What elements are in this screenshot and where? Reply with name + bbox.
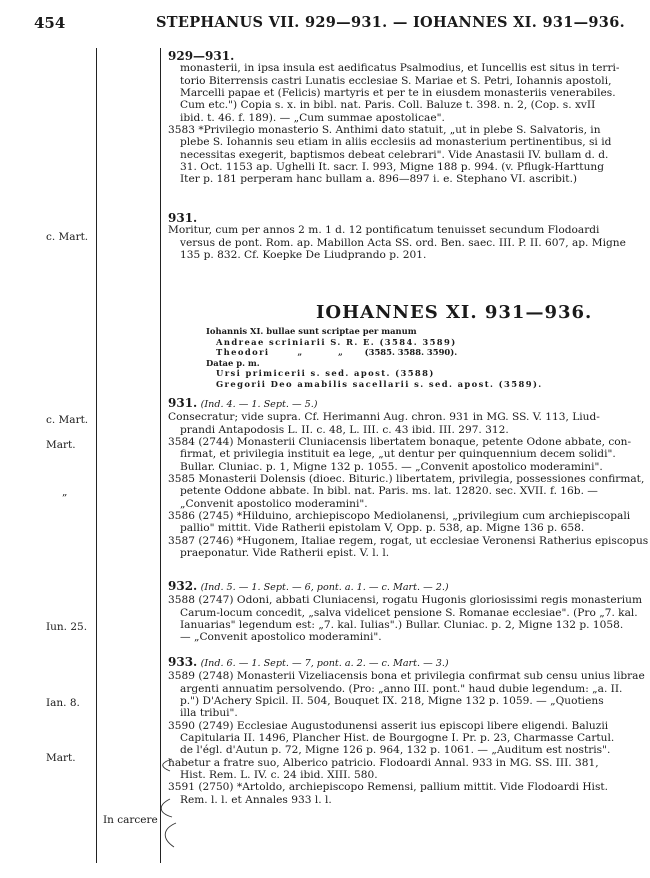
text-line: Capitularia II. 1496, Plancher Hist. de Bourgogne I. Pr. p. 23, Charmasse Cartul.	[180, 732, 615, 745]
notary-name: Theodori	[216, 347, 270, 358]
text-line: Moritur, cum per annos 2 m. 1 d. 12 pontificatum tenuisset secundum Flodoardi	[168, 224, 600, 237]
text-line: 3590 (2749) Ecclesiae Augustodunensi asserit ius episcopi libere eligendi. Baluzii	[168, 719, 609, 732]
text-line: 3583 *Privilegio monasterio S. Anthimi dato statuit, „ut in plebe S. Salvatoris, in	[168, 124, 601, 137]
margin-note: Mart.	[46, 752, 76, 764]
text-line: Iter p. 181 perperam hanc bullam a. 896—897 i. e. Stephano VI. ascribit.)	[180, 173, 578, 186]
text-line: petente Oddone abbate. In bibl. nat. Paris. ms. lat. 12820. sec. XVII. f. 16b. —	[180, 485, 598, 498]
text-line: Cum etc.") Copia s. x. in bibl. nat. Paris. Coll. Baluze t. 398. n. 2, (Cop. s. xvII	[180, 99, 596, 112]
notary-intro: Iohannis XI. bullae sunt scriptae per manum	[206, 326, 417, 336]
text-line: p.") D'Achery Spicil. II. 504, Bouquet IX. 218, Migne 132 p. 1059. — „Quotiens	[180, 695, 604, 708]
text-line: Hist. Rem. L. IV. c. 24 ibid. XIII. 580.	[180, 769, 378, 782]
text-line: Bullar. Cluniac. p. 1, Migne 132 p. 1055. — „Convenit apostolico moderamini".	[180, 460, 603, 473]
text-line: monasterii, in ipsa insula est aedificatus Psalmodius, et Iuncellis est situs in terri-	[180, 62, 620, 75]
notary-datae: Datae p. m.	[206, 357, 260, 368]
notary-list	[206, 326, 543, 390]
text-line: Consecratur; vide supra. Cf. Herimanni Aug. chron. 931 in MG. SS. V. 113, Liud-	[168, 411, 600, 424]
margin-note: Iun. 25.	[46, 621, 88, 633]
text-line: illa tribui".	[180, 707, 238, 720]
notary-line: Andreae scriniarii S. R. E. (3584. 3589)	[216, 336, 457, 347]
bracket-stroke	[161, 799, 172, 817]
margin-note: „	[62, 486, 68, 498]
ditto-mark: „	[338, 347, 343, 358]
running-title: STEPHANUS VII. 929—931. — IOHANNES XI. 931—936.	[156, 14, 625, 31]
text-line: versus de pont. Rom. ap. Mabillon Acta SS. ord. Ben. saec. III. P. II. 607, ap. Migne	[180, 236, 626, 249]
entry-block-931	[168, 397, 648, 559]
text-line: 135 p. 832. Cf. Koepke De Liudprando p. 201.	[180, 249, 427, 262]
indiction-note: (Ind. 6. — 1. Sept. — 7, pont. a. 2. — c. Mart. — 3.)	[200, 658, 449, 669]
text-line: de l'égl. d'Autun p. 72, Migne 126 p. 964, 132 p. 1061. — „Auditum est nostris".	[180, 744, 611, 757]
text-line: 3585 Monasterii Dolensis (dioec. Bituric.) libertatem, privilegia, possessiones confirmat,	[168, 473, 645, 486]
column-rule-left	[96, 48, 97, 863]
text-line: Marcelli papae et (Felicis) martyris et per te in eiusdem monasteriis venerabiles.	[180, 87, 616, 100]
indiction-note: (Ind. 5. — 1. Sept. — 6, pont. a. 1. — c. Mart. — 2.)	[200, 582, 449, 593]
text-line: 3588 (2747) Odoni, abbati Cluniacensi, rogatu Hugonis gloriosissimi regis monasterium	[168, 594, 642, 607]
text-line: habetur a fratre suo, Alberico patricio. Flodoardi Annal. 933 in MG. SS. III. 381,	[168, 756, 599, 769]
text-line: Ianuarias" legendum est: „7. kal. Iulias".) Bullar. Cluniac. p. 2, Migne 132 p. 1058.	[180, 619, 624, 632]
text-line: firmat, et privilegia instituit ea lege, „ut dentur per quinquennium decem solidi".	[180, 448, 616, 461]
entry-block-931-death	[168, 212, 626, 261]
section-title: IOHANNES XI. 931—936.	[316, 302, 593, 323]
page-number: 454	[34, 14, 66, 32]
year-heading: 931.	[168, 396, 198, 410]
notary-line	[206, 347, 543, 358]
text-line: pallio" mittit. Vide Ratherii epistolam V, Opp. p. 538, ap. Migne 136 p. 658.	[180, 522, 585, 535]
text-line: praeponatur. Vide Ratherii epist. V. l. l.	[180, 547, 390, 560]
bracket-stroke	[163, 759, 172, 771]
year-heading: 929—931.	[168, 49, 235, 63]
text-line: „Convenit apostolico moderamini".	[180, 497, 368, 510]
column-rule-right	[160, 48, 161, 863]
notary-line: Gregorii Deo amabilis sacellarii s. sed. apost. (3589).	[216, 378, 543, 389]
margin-note: Ian. 8.	[46, 697, 80, 709]
text-line: 3584 (2744) Monasterii Cluniacensis libertatem bonaque, petente Odone abbate, con-	[168, 436, 632, 449]
year-line	[168, 580, 642, 594]
year-heading: 932.	[168, 579, 198, 593]
text-line: argenti annuatim persolvendo. (Pro: „anno III. pont." haud dubie legendum: „a. II.	[180, 682, 623, 695]
text-line: 3586 (2745) *Hilduino, archiepiscopo Mediolanensi, „privilegium cum archiepiscopali	[168, 510, 631, 523]
handwritten-bracket-marks	[150, 755, 190, 855]
year-line	[168, 656, 645, 670]
text-line: torio Biterrensis castri Lunatis ecclesiae S. Mariae et S. Petri, Iohannis apostoli,	[180, 74, 612, 87]
text-line: necessitas exegerit, baptismos debeat celebrari". Vide Anastasii IV. bullam d. d.	[180, 148, 609, 161]
text-line: 31. Oct. 1153 ap. Ughelli It. sacr. I. 993, Migne 188 p. 994. (v. Pflugk-Harttung	[180, 161, 604, 174]
text-line: 3587 (2746) *Hugonem, Italiae regem, rogat, ut ecclesiae Veronensi Ratherius episcopus	[168, 534, 649, 547]
margin-note: Mart.	[46, 439, 76, 451]
entry-block-932	[168, 580, 642, 644]
year-line	[168, 397, 648, 411]
year-heading: 931.	[168, 211, 198, 225]
text-line: — „Convenit apostolico moderamini".	[180, 631, 382, 644]
text-line: Rem. l. l. et Annales 933 l. l.	[180, 793, 332, 806]
page-header	[24, 14, 626, 36]
text-line: 3589 (2748) Monasterii Vizeliacensis bona et privilegia confirmat sub censu unius librae	[168, 670, 645, 683]
notary-line: Ursi primicerii s. sed. apost. (3588)	[216, 368, 435, 379]
margin-note: c. Mart.	[46, 231, 89, 243]
entry-block-933	[168, 656, 645, 806]
margin-note: In carcere	[103, 814, 158, 826]
text-line: 3591 (2750) *Artoldo, archiepiscopo Remensi, pallium mittit. Vide Flodoardi Hist.	[168, 781, 609, 794]
indiction-note: (Ind. 4. — 1. Sept. — 5.)	[200, 399, 318, 410]
entry-block-929-931	[168, 50, 620, 186]
text-line: Carum-locum concedit, „salva videlicet pensione S. Romanae ecclesiae". (Pro „7. kal.	[180, 606, 638, 619]
text-line: ibid. t. 46. f. 189). — „Cum summae apostolicae".	[180, 111, 445, 124]
text-line: plebe S. Iohannis seu etiam in aliis ecclesiis ad monasterium pertinentibus, si id	[180, 136, 612, 149]
margin-note: c. Mart.	[46, 414, 89, 426]
ditto-mark: „	[297, 347, 303, 358]
notary-refs: (3585. 3588. 3590).	[364, 347, 458, 358]
year-heading: 933.	[168, 655, 198, 669]
text-line: prandi Antapodosis L. II. c. 48, L. III. c. 43 ibid. III. 297. 312.	[180, 423, 509, 436]
bracket-stroke	[165, 823, 176, 847]
